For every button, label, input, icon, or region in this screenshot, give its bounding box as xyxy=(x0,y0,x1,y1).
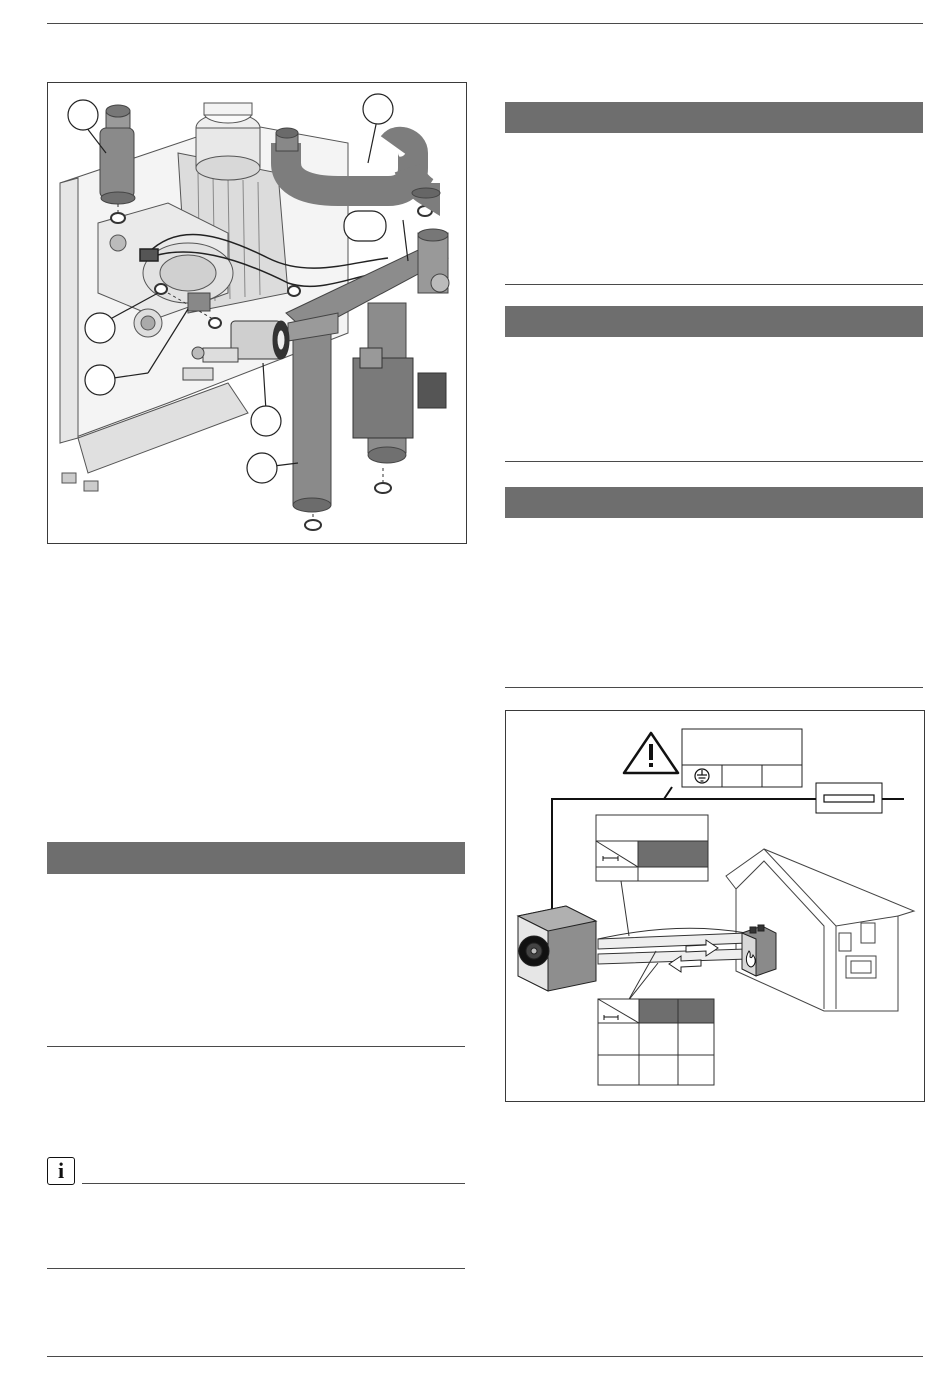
pipe-spec-table xyxy=(598,951,714,1085)
section-heading-bar xyxy=(505,487,923,518)
section-heading-bar xyxy=(505,306,923,337)
warning-triangle-icon xyxy=(624,733,678,773)
cable-spec-table xyxy=(596,815,708,936)
info-icon: i xyxy=(47,1157,75,1185)
header-rule xyxy=(47,23,923,24)
section-divider xyxy=(505,461,923,462)
section-divider xyxy=(505,687,923,688)
fuse-icon xyxy=(816,783,882,813)
pump xyxy=(353,348,446,438)
notice-rule xyxy=(82,1183,465,1184)
water-pipe xyxy=(288,313,338,512)
installation-figure xyxy=(505,710,925,1102)
section-divider xyxy=(47,1046,465,1047)
flue-pipe xyxy=(100,105,135,204)
assembly-drawing xyxy=(48,83,466,543)
notice-end-rule xyxy=(47,1268,465,1269)
heat-pump-icon xyxy=(518,906,596,991)
section-heading-bar xyxy=(47,842,465,874)
section-divider xyxy=(505,284,923,285)
flow-pipe xyxy=(598,928,748,964)
indoor-unit xyxy=(742,925,776,976)
section-heading-bar xyxy=(505,102,923,133)
filter xyxy=(231,321,289,359)
assembly-figure xyxy=(47,82,467,544)
installation-drawing xyxy=(506,711,924,1101)
footer-rule xyxy=(47,1356,923,1357)
